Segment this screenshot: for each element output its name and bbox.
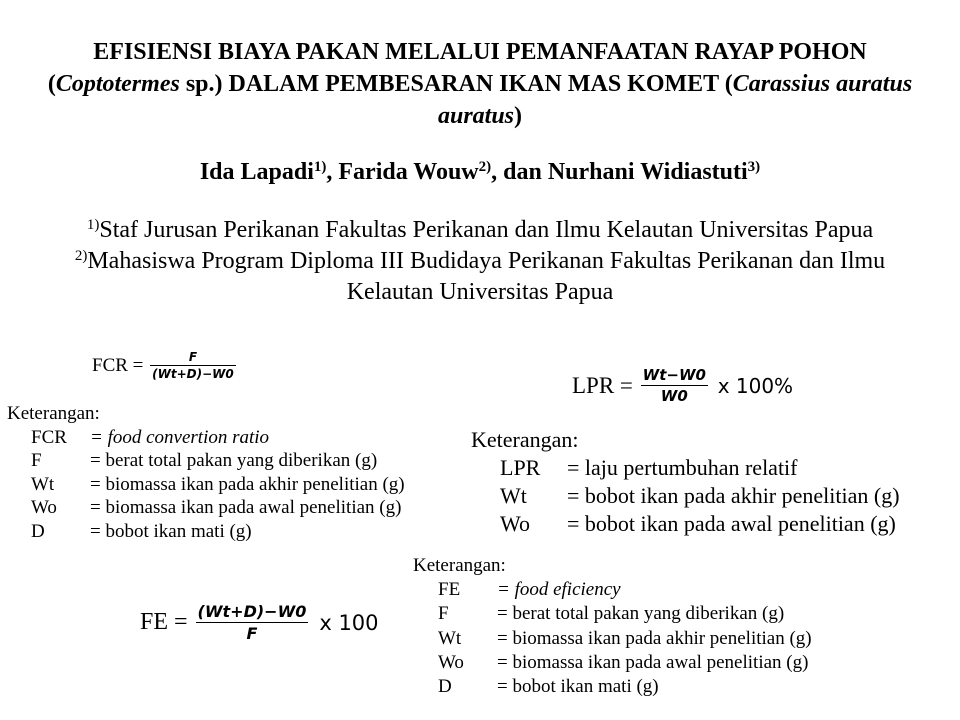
author-2-sup: 2) [478, 159, 492, 175]
fe-denominator: F [246, 624, 258, 643]
fe-numerator: (Wt+D)−W0 [197, 602, 307, 621]
fcr-legend-row [31, 496, 405, 520]
title-part-2: ( [47, 71, 56, 97]
fe-legend-row [438, 602, 812, 626]
author-line [30, 156, 930, 188]
lpr-numerator: Wt−W0 [642, 366, 706, 384]
lpr-legend [471, 426, 900, 538]
fe-legend-desc: = bobot ikan mati (g) [497, 676, 659, 698]
fe-legend-row [438, 578, 812, 602]
lpr-formula [572, 366, 793, 405]
fe-legend-symbol: D [438, 676, 452, 698]
fe-legend [413, 554, 812, 699]
fcr-formula [92, 350, 236, 381]
lpr-legend-row [500, 454, 900, 482]
fe-legend-desc: = biomassa ikan pada awal penelitian (g) [497, 651, 809, 673]
lpr-legend-row [500, 482, 900, 510]
fcr-legend-desc-text: = food convertion ratio [90, 426, 270, 448]
fe-legend-desc [497, 578, 812, 602]
affiliation-2-text: Mahasiswa Program Diploma III Budidaya Perikanan Fakultas Perikanan dan Ilmu Kelautan Universitas Papua [87, 248, 886, 305]
paper-title [30, 36, 930, 132]
affiliations [20, 215, 940, 308]
fcr-legend-symbol: Wt [31, 473, 55, 495]
lpr-fraction [641, 366, 708, 405]
fcr-legend-symbol: D [31, 520, 45, 542]
affiliation-1 [20, 215, 940, 246]
fe-legend-symbol: Wo [438, 651, 464, 673]
fcr-numerator: F [150, 350, 236, 366]
title-species-carassius: Carassius auratus auratus [437, 71, 913, 129]
fe-label: FE = [140, 609, 188, 635]
lpr-legend-desc: = laju pertumbuhan relatif [567, 455, 798, 480]
fcr-legend-title: Keterangan: [7, 403, 100, 424]
fe-legend-desc: = biomassa ikan pada akhir penelitian (g) [497, 627, 812, 649]
fcr-label: FCR = [92, 354, 144, 376]
fe-fraction [196, 602, 309, 643]
lpr-suffix: x 100% [717, 373, 794, 398]
author-3: , dan Nurhani Widiastuti [491, 159, 748, 185]
fcr-legend [7, 402, 405, 543]
title-part-4: sp.) DALAM PEMBESARAN IKAN MAS KOMET ( [179, 71, 733, 97]
title-genus-coptotermes: Coptotermes [55, 71, 180, 97]
lpr-legend-table [500, 454, 900, 538]
fcr-denominator: (Wt+D)−W0 [152, 367, 234, 381]
author-2: , Farida Wouw [326, 159, 479, 185]
lpr-legend-desc: = bobot ikan pada awal penelitian (g) [567, 511, 896, 536]
title-part-1: EFISIENSI BIAYA PAKAN MELALUI PEMANFAATAN RAYAP POHON [93, 39, 867, 65]
lpr-legend-symbol: Wo [500, 511, 531, 536]
fcr-legend-desc: = berat total pakan yang diberikan (g) [90, 450, 378, 471]
fe-legend-row [438, 627, 812, 651]
lpr-denominator: W0 [660, 387, 688, 405]
fe-legend-row [438, 675, 812, 699]
fcr-legend-row [31, 520, 405, 544]
author-1-sup: 1) [313, 159, 327, 175]
fcr-legend-row [31, 473, 405, 497]
fe-legend-table [438, 578, 812, 699]
fcr-legend-table [31, 426, 405, 544]
fcr-legend-desc: = biomassa ikan pada awal penelitian (g) [90, 497, 402, 518]
fe-legend-desc-text: = food eficiency [497, 579, 621, 601]
fe-legend-symbol: F [438, 603, 449, 625]
affiliation-2 [20, 246, 940, 308]
affiliation-2-sup: 2) [74, 248, 88, 264]
fe-legend-symbol: Wt [438, 627, 462, 649]
lpr-legend-desc: = bobot ikan pada akhir penelitian (g) [567, 483, 900, 508]
fe-suffix: x 100 [319, 610, 379, 635]
lpr-label: LPR = [572, 372, 633, 398]
fcr-legend-symbol: Wo [31, 497, 57, 518]
fe-legend-title: Keterangan: [413, 555, 506, 576]
lpr-legend-symbol: LPR [500, 455, 541, 480]
fcr-legend-row [31, 426, 405, 450]
fe-legend-desc: = berat total pakan yang diberikan (g) [497, 603, 785, 625]
fcr-legend-symbol: FCR [31, 426, 67, 448]
fcr-legend-row [31, 449, 405, 473]
fcr-legend-desc: = bobot ikan mati (g) [90, 520, 252, 542]
fcr-legend-desc: = biomassa ikan pada akhir penelitian (g) [90, 473, 405, 495]
fe-legend-row [438, 651, 812, 675]
fe-legend-symbol: FE [438, 579, 461, 601]
author-1: Ida Lapadi [199, 159, 314, 185]
fe-formula [140, 602, 379, 643]
lpr-legend-title: Keterangan: [471, 427, 579, 452]
fcr-fraction [150, 350, 236, 381]
affiliation-1-sup: 1) [86, 217, 100, 233]
affiliation-1-text: Staf Jurusan Perikanan Fakultas Perikanan dan Ilmu Kelautan Universitas Papua [99, 217, 874, 243]
lpr-legend-row [500, 510, 900, 538]
fcr-legend-desc [90, 426, 405, 450]
lpr-legend-symbol: Wt [500, 483, 527, 508]
title-part-6: ) [514, 103, 523, 129]
fcr-legend-symbol: F [31, 450, 42, 471]
author-3-sup: 3) [747, 159, 761, 175]
